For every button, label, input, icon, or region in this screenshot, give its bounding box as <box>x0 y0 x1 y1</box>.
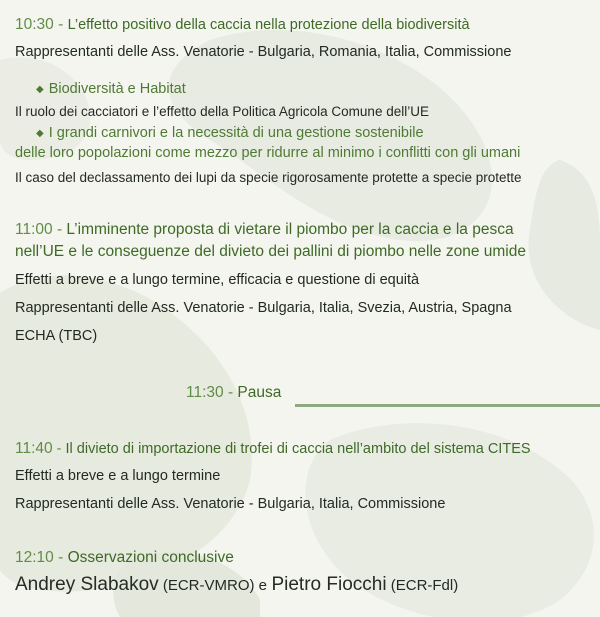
diamond-bullet-icon: ◆ <box>36 84 44 95</box>
session-3-effects: Effetti a breve e a lungo termine <box>15 468 221 484</box>
session-4-heading <box>15 549 234 567</box>
speaker-2-party: (ECR-Fdl) <box>386 577 459 594</box>
topic-2-desc: Il caso del declassamento dei lupi da specie rigorosamente protette a specie protette <box>15 170 522 185</box>
session-3-reps: Rappresentanti delle Ass. Venatorie - Bulgaria, Italia, Commissione <box>15 496 446 512</box>
speaker-2-name: Pietro Fiocchi <box>271 574 387 595</box>
session-3-heading <box>15 440 531 458</box>
session-4-title: Osservazioni conclusive <box>67 549 234 566</box>
session-2-reps: Rappresentanti delle Ass. Venatorie - Bulgaria, Italia, Svezia, Austria, Spagna <box>15 300 512 316</box>
session-1-time: 10:30 <box>15 16 54 33</box>
session-4-time: 12:10 <box>15 549 54 566</box>
session-2-echa: ECHA (TBC) <box>15 328 98 344</box>
session-1-heading <box>15 16 470 34</box>
topic-1-heading <box>36 81 186 97</box>
separator: - <box>52 221 67 238</box>
topic-2-title-line-2: delle loro popolazioni come mezzo per ridurre al minimo i conflitti con gli umani <box>15 145 521 161</box>
conjunction: e <box>258 577 267 594</box>
session-1-reps: Rappresentanti delle Ass. Venatorie - Bulgaria, Romania, Italia, Commissione <box>15 44 512 60</box>
topic-1-title: Biodiversità e Habitat <box>48 81 186 97</box>
speaker-1-party: (ECR-VMRO) <box>158 577 259 594</box>
session-2-effects: Effetti a breve e a lungo termine, efficacia e questione di equità <box>15 272 420 288</box>
speaker-1-name: Andrey Slabakov <box>15 574 159 595</box>
session-1-title: L’effetto positivo della caccia nella protezione della biodiversità <box>67 17 470 33</box>
separator: - <box>52 441 66 457</box>
separator: - <box>53 549 68 566</box>
session-2-time: 11:00 <box>15 221 53 238</box>
session-3-title: Il divieto di importazione di trofei di caccia nell’ambito del sistema CITES <box>65 441 531 457</box>
separator: - <box>53 16 68 33</box>
pause-heading <box>186 384 281 402</box>
session-3-time: 11:40 <box>15 440 53 457</box>
diamond-bullet-icon: ◆ <box>36 128 44 139</box>
speakers-line <box>15 574 458 596</box>
topic-1-desc: Il ruolo dei cacciatori e l’effetto della Politica Agricola Comune dell’UE <box>15 104 429 119</box>
separator: - <box>223 384 238 401</box>
session-2-heading <box>15 221 514 239</box>
pause-time: 11:30 <box>186 384 224 401</box>
session-2-title-line-1: L’imminente proposta di vietare il piombo per la caccia e la pesca <box>66 221 514 238</box>
topic-2-heading <box>36 125 424 141</box>
pause-label: Pausa <box>237 384 282 401</box>
pause-divider <box>295 404 600 407</box>
topic-2-title-line-1: I grandi carnivori e la necessità di una gestione sostenibile <box>48 125 424 141</box>
session-2-title-line-2: nell’UE e le conseguenze del divieto dei pallini di piombo nelle zone umide <box>15 243 526 260</box>
